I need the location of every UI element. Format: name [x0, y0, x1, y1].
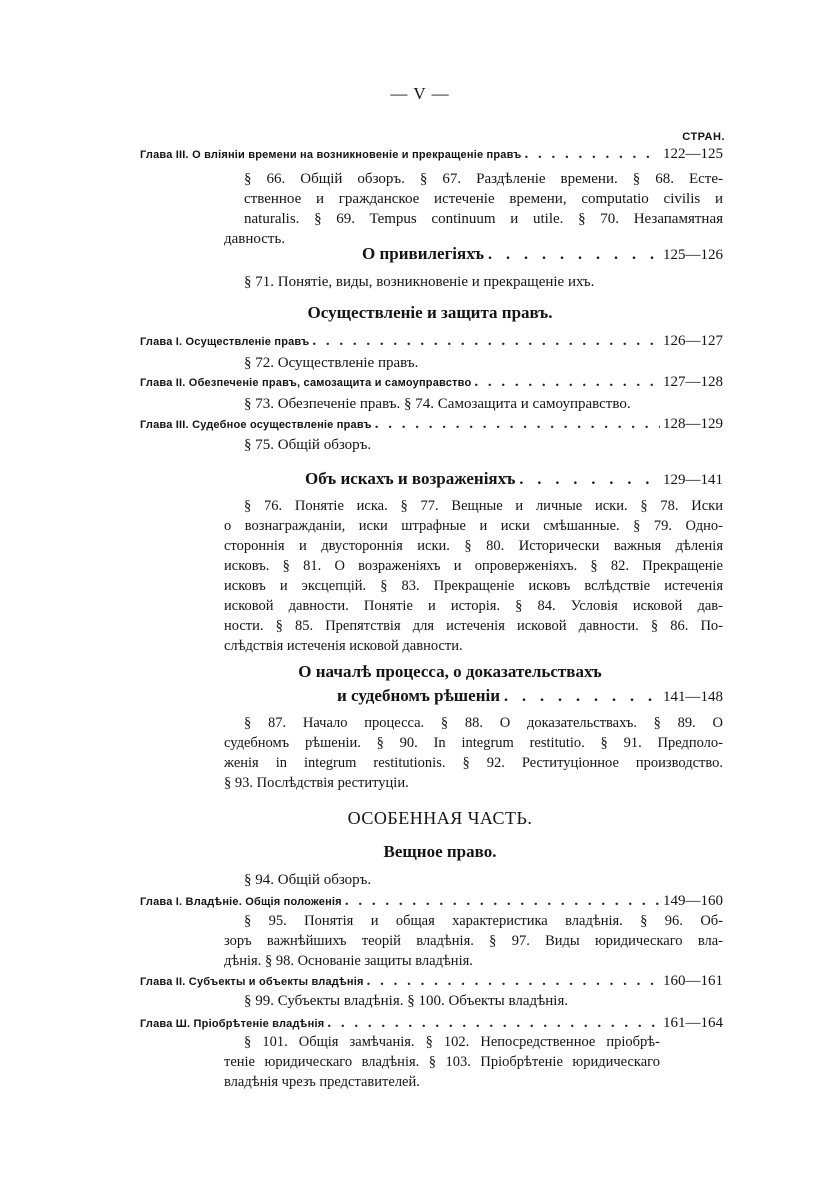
- paragraph-line: владѣнія чрезъ представителей.: [224, 1074, 420, 1090]
- dot-leader: [312, 333, 660, 350]
- toc-entry-label: Объ искахъ и возраженіяхъ: [305, 469, 516, 488]
- paragraph-line: зоръ важнѣйшихъ теорій владѣнія. § 97. Виды юридическаго вла-: [224, 933, 723, 949]
- dot-leader: [375, 416, 660, 433]
- paragraph-line: исковъ. § 81. О возраженіяхъ и опроверженіяхъ. § 82. Прекращеніе: [224, 558, 723, 574]
- paragraph-process: [224, 713, 723, 793]
- toc-entry-privileges[interactable]: [362, 244, 723, 264]
- pages-column-label: СТРАН.: [682, 131, 725, 143]
- dot-leader: [525, 146, 660, 163]
- dot-leader: [367, 973, 660, 990]
- paragraph-line: дѣнія. § 98. Основаніе защиты владѣнія.: [224, 953, 473, 969]
- paragraph-line: § 76. Понятіе иска. § 77. Вещные и личные иски. § 78. Иски: [244, 498, 723, 514]
- page-header: — V —: [390, 84, 450, 103]
- toc-entry-label: Глава III. О вліяніи времени на возникновеніе и прекращеніе правъ: [140, 149, 522, 161]
- toc-entry-process[interactable]: [337, 686, 723, 706]
- toc-entry-pages: 149—160: [663, 893, 723, 909]
- dot-leader: [519, 471, 659, 489]
- toc-entry-ch3-time[interactable]: [140, 146, 723, 163]
- paragraph-line: § 66. Общій обзоръ. § 67. Раздѣленіе времени. § 68. Есте-: [244, 171, 723, 187]
- dot-leader: [345, 893, 660, 910]
- paragraph-ch2-subjects: [244, 991, 723, 1011]
- toc-entry-label: Глава Ш. Пріобрѣтеніе владѣнія: [140, 1018, 325, 1030]
- section-heading-exercise: Осуществленіе и защита правъ.: [307, 303, 553, 322]
- paragraph-line: § 101. Общія замѣчанія. § 102. Непосредственное пріобрѣ-: [244, 1034, 660, 1050]
- paragraph-line: § 72. Осуществленіе правъ.: [244, 355, 419, 371]
- toc-entry-pages: 127—128: [663, 374, 723, 390]
- toc-entry-ch2-subjects[interactable]: [140, 973, 723, 990]
- paragraph-line: § 99. Субъекты владѣнія. § 100. Объекты владѣнія.: [244, 993, 569, 1009]
- paragraph-line: § 94. Общій обзоръ.: [244, 872, 372, 888]
- toc-entry-pages: 122—125: [663, 146, 723, 162]
- paragraph-line: § 73. Обезпеченіе правъ. § 74. Самозащита и самоуправство.: [244, 396, 631, 412]
- paragraph-ch2-security: [244, 394, 723, 414]
- toc-entry-label: О привилегіяхъ: [362, 244, 484, 263]
- paragraph-line: стороннія и двустороннія иски. § 80. Исторически важныя дѣленія: [224, 538, 723, 554]
- paragraph-line: ственное и гражданское истеченіе времени, computatio civilis и: [244, 191, 723, 207]
- paragraph-line: naturalis. § 69. Tempus continuum и utile. § 70. Незапамятная: [244, 211, 723, 227]
- toc-entry-pages: 129—141: [663, 472, 723, 488]
- paragraph-line: слѣдствія истеченія исковой давности.: [224, 638, 463, 654]
- toc-entry-ch1-possession[interactable]: [140, 893, 723, 910]
- toc-entry-label: Глава II. Субъекты и объекты владѣнія: [140, 976, 364, 988]
- toc-entry-actions[interactable]: [305, 469, 723, 489]
- paragraph-line: судебномъ рѣшеніи. § 90. In integrum restitutio. § 91. Предполо-: [224, 735, 723, 751]
- paragraph-line: ности. § 85. Препятствія для истеченія исковой давности. § 86. По-: [224, 618, 723, 634]
- paragraph-ch1-exercise: [244, 353, 723, 373]
- toc-entry-process-line1: О началѣ процесса, о доказательствахъ: [298, 662, 602, 681]
- paragraph-overview: [244, 870, 723, 890]
- paragraph-line: § 87. Начало процесса. § 88. О доказательствахъ. § 89. О: [244, 715, 723, 731]
- toc-entry-pages: 161—164: [663, 1015, 723, 1031]
- paragraph-line: исковой давности. Понятіе и исторія. § 84. Условія исковой дав-: [224, 598, 723, 614]
- toc-entry-label: Глава I. Осуществленіе правъ: [140, 336, 310, 348]
- part-title: ОСОБЕННАЯ ЧАСТЬ.: [347, 808, 533, 828]
- toc-entry-pages: 141—148: [663, 689, 723, 705]
- toc-entry-pages: 125—126: [663, 247, 723, 263]
- paragraph-ch3-judicial: [244, 435, 723, 455]
- toc-entry-label: и судебномъ рѣшеніи: [337, 686, 501, 705]
- paragraph-line: о вознагражданіи, иски штрафные и иски смѣшанные. § 79. Одно-: [224, 518, 723, 534]
- section-heading-property: Вещное право.: [383, 842, 497, 861]
- toc-entry-label: Глава II. Обезпеченіе правъ, самозащита и самоуправство: [140, 377, 472, 389]
- dot-leader: [474, 374, 660, 391]
- toc-entry-label: Глава III. Судебное осуществленіе правъ: [140, 419, 372, 431]
- toc-entry-ch1-exercise[interactable]: [140, 333, 723, 350]
- paragraph-ch3-time: [224, 169, 723, 249]
- toc-entry-pages: 160—161: [663, 973, 723, 989]
- paragraph-privileges: [244, 272, 723, 292]
- toc-entry-ch2-security[interactable]: [140, 374, 723, 391]
- toc-entry-pages: 128—129: [663, 416, 723, 432]
- paragraph-line: § 95. Понятія и общая характеристика владѣнія. § 96. Об-: [244, 913, 723, 929]
- paragraph-line: § 75. Общій обзоръ.: [244, 437, 372, 453]
- dot-leader: [488, 246, 659, 264]
- paragraph-line: женія in integrum restitutionis. § 92. Реституціонное производство.: [224, 755, 723, 771]
- paragraph-ch3-acquisition: [224, 1032, 660, 1092]
- dot-leader: [327, 1015, 660, 1032]
- toc-entry-ch3-acquisition[interactable]: [140, 1015, 723, 1032]
- toc-entry-ch3-judicial[interactable]: [140, 416, 723, 433]
- paragraph-ch1-possession: [224, 911, 723, 971]
- paragraph-line: § 93. Послѣдствія реституціи.: [224, 775, 409, 791]
- paragraph-line: давность.: [224, 231, 286, 247]
- paragraph-line: теніе юридическаго владѣнія. § 103. Пріобрѣтеніе юридическаго: [224, 1054, 660, 1070]
- dot-leader: [504, 688, 659, 706]
- toc-entry-label: Глава I. Владѣніе. Общія положенія: [140, 896, 342, 908]
- toc-entry-pages: 126—127: [663, 333, 723, 349]
- paragraph-line: § 71. Понятіе, виды, возникновеніе и прекращеніе ихъ.: [244, 274, 595, 290]
- paragraph-line: исковъ и эксцепцій. § 83. Прекращеніе исковъ вслѣдствіе истеченія: [224, 578, 723, 594]
- paragraph-actions: [224, 496, 723, 656]
